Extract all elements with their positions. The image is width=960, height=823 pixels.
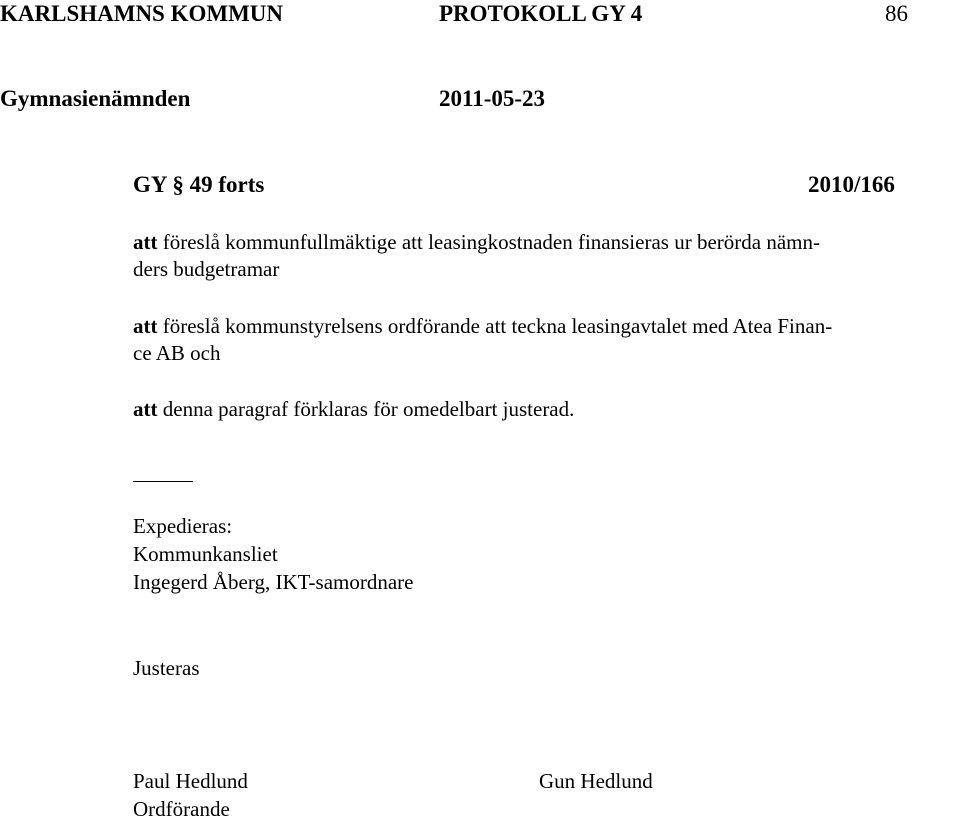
decision-item bbox=[133, 396, 923, 423]
decision-item bbox=[133, 313, 923, 367]
case-number: 2010/166 bbox=[808, 172, 895, 197]
signer-name-chair: Paul Hedlund bbox=[133, 769, 248, 793]
signer-name-adjuster: Gun Hedlund bbox=[539, 769, 653, 793]
decision-item bbox=[133, 229, 923, 283]
decision-text-continued: ce AB och bbox=[133, 341, 221, 365]
municipality-name: KARLSHAMNS KOMMUN bbox=[0, 1, 284, 26]
decision-text-continued: ders budgetramar bbox=[133, 257, 280, 281]
decision-text: föreslå kommunfullmäktige att leasingkostnaden finansieras ur berörda nämn- bbox=[157, 230, 820, 254]
decision-text: denna paragraf förklaras för omedelbart justerad. bbox=[157, 397, 575, 421]
dispatch-label: Expedieras: bbox=[133, 514, 233, 538]
board-name: Gymnasienämnden bbox=[0, 86, 191, 111]
decision-keyword: att bbox=[133, 397, 158, 421]
separator-rule bbox=[133, 481, 193, 482]
protocol-title: PROTOKOLL GY 4 bbox=[439, 1, 643, 26]
decision-keyword: att bbox=[133, 230, 158, 254]
paragraph-reference: GY § 49 forts bbox=[133, 172, 265, 197]
adjusted-label: Justeras bbox=[133, 656, 200, 680]
dispatch-recipient: Ingegerd Åberg, IKT-samordnare bbox=[133, 570, 414, 594]
signer-role-chair: Ordförande bbox=[133, 797, 230, 821]
page-number: 86 bbox=[885, 1, 908, 26]
meeting-date: 2011-05-23 bbox=[439, 86, 546, 111]
dispatch-recipient: Kommunkansliet bbox=[133, 542, 278, 566]
decision-text: föreslå kommunstyrelsens ordförande att teckna leasingavtalet med Atea Finan- bbox=[157, 314, 833, 338]
decision-keyword: att bbox=[133, 314, 158, 338]
